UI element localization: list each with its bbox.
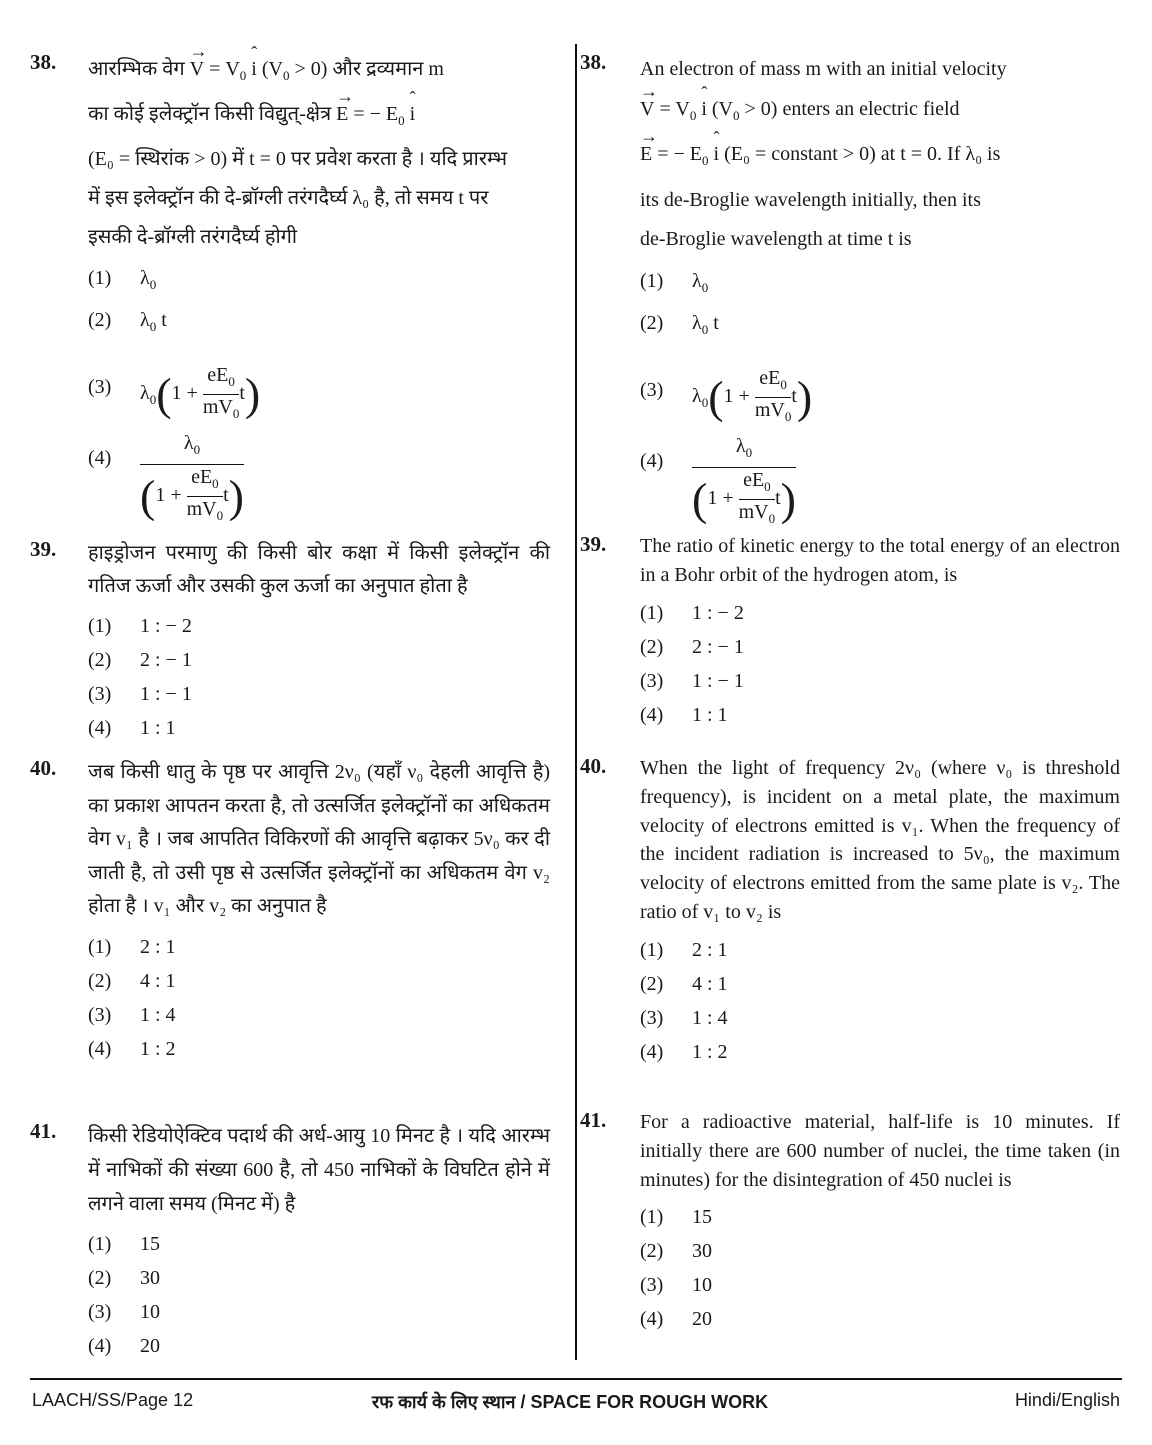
option-3[interactable]: (3) 10	[640, 1274, 712, 1297]
english-question-38	[580, 50, 1120, 524]
hindi-question-40	[30, 756, 550, 1066]
option-1[interactable]: (1) $\lambda_0$	[640, 269, 709, 295]
option-4[interactable]: (4) 1 : 1	[88, 717, 176, 739]
options	[640, 596, 1120, 732]
option-3[interactable]: (3) $\lambda_0(1$ + $\frac{eE_0}{mV_0}$ t)	[640, 366, 813, 424]
velocity-vector: → V	[190, 50, 204, 89]
question-text: When the light of frequency 2ν₀ (where ν₀ is threshold frequency), is incident on a metal plate, the maximum velocity of electrons emitted is v₁. When the frequency of the incident radiation is increased to 5ν₀, the maximum velocity of electrons emitted from the same plate is v₂. The ratio of v₁ to v₂ is	[640, 757, 1120, 923]
options	[640, 264, 1120, 524]
question-text: For a radioactive material, half-life is 10 minutes. If initially there are 600 number of nuclei, the time taken (in minutes) for the disintegration of 450 nuclei is	[640, 1111, 1120, 1191]
option-1[interactable]: (1) 1 : − 2	[88, 615, 192, 637]
question-text: जब किसी धातु के पृष्ठ पर आवृत्ति 2ν₀ (यहाँ ν₀ देहली आवृत्ति है) का प्रकाश आपतन करता है, तो उत्सर्जित इलेक्ट्रॉनों का अधिकतम वेग v₁ है । जब आपतित विकिरणों की आवृत्ति बढ़ाकर 5ν₀ कर दी जाती है, तो उसी पृष्ठ से उत्सर्जित इलेक्ट्रॉनों का अधिकतम वेग v₂ होता है । v₁ और v₂ का अनुपात है	[88, 761, 550, 917]
question-text: An electron of mass m with an initial velocity → $V = V_0$ ˆ i $(V_0 > 0)$ enters an electric field → E = − $E_0$ ˆ i (E₀ = constant > 0) at t = 0. If λ₀ is its de-Broglie wavelength initially, then its de-Broglie wavelength at time t is	[640, 50, 1120, 260]
option-2[interactable]: (2) 30	[88, 1267, 160, 1289]
option-1[interactable]: (1) 2 : 1	[640, 938, 728, 961]
english-question-39	[580, 532, 1120, 732]
option-2[interactable]: (2) 30	[640, 1240, 712, 1263]
question-text: हाइड्रोजन परमाणु की किसी बोर कक्षा में किसी इलेक्ट्रॉन की गतिज ऊर्जा और उसकी कुल ऊर्जा का अनुपात होता है	[88, 542, 550, 597]
unit-vector-i: ˆ i	[251, 50, 257, 89]
options	[640, 933, 1120, 1069]
language-label: Hindi/English	[1014, 1390, 1120, 1410]
velocity-vector: → V	[640, 90, 654, 130]
option-1[interactable]: (1) 15	[640, 1206, 712, 1229]
column-divider	[575, 44, 577, 1360]
rough-work-label: रफ कार्य के लिए स्थान / SPACE FOR ROUGH WORK	[371, 1392, 769, 1412]
option-1[interactable]: (1) 2 : 1	[88, 935, 176, 958]
question-number: 38.	[30, 50, 57, 74]
option-2[interactable]: (2) $\lambda_0$ t	[88, 309, 167, 334]
option-1[interactable]: (1) $\lambda_0$	[88, 267, 157, 292]
option-3[interactable]: (3) 10	[88, 1301, 160, 1323]
option-3[interactable]: (3) 1 : 4	[640, 1006, 728, 1029]
option-1[interactable]: (1) 1 : − 2	[640, 601, 744, 624]
field-vector: → E	[336, 95, 348, 134]
option-2[interactable]: (2) $\lambda_0$ t	[640, 311, 719, 337]
question-number: 39.	[30, 537, 57, 561]
options	[640, 1200, 1120, 1336]
field-vector: → E	[640, 135, 652, 175]
option-4[interactable]: (4) $\lambda_0$ (1 + $\frac{eE_0}{mV_0}$ t)	[88, 441, 550, 521]
question-number: 41.	[580, 1108, 607, 1132]
hindi-question-38	[30, 50, 550, 521]
option-4[interactable]: (4) 20	[640, 1308, 712, 1331]
english-question-40	[580, 754, 1120, 1069]
option-2[interactable]: (2) 4 : 1	[640, 972, 728, 995]
options	[88, 261, 550, 521]
option-3[interactable]: (3) 1 : − 1	[640, 669, 744, 692]
option-3[interactable]: (3) 1 : 4	[88, 1003, 176, 1026]
question-text: आरम्भिक वेग → $V = V_0$ ˆ i $(V_0 > 0)$ और द्रव्यमान m का कोई इलेक्ट्रॉन किसी विद्युत्-क्षेत्र → E = − $E_0$ ˆ i (E₀ = स्थिरांक > 0) में t = 0 पर प्रवेश करता है । यदि प्रारम्भ में इस इलेक्ट्रॉन की दे-ब्रॉग्ली तरंगदैर्घ्य λ₀ है, तो समय t पर इसकी दे-ब्रॉग्ली तरंगदैर्घ्य होगी	[88, 50, 550, 257]
english-question-41	[580, 1108, 1120, 1336]
hindi-question-39	[30, 537, 550, 745]
option-4[interactable]: (4) 1 : 2	[640, 1040, 728, 1063]
option-2[interactable]: (2) 2 : − 1	[640, 635, 744, 658]
options	[88, 609, 550, 745]
options	[88, 1227, 550, 1363]
question-number: 41.	[30, 1119, 57, 1143]
option-2[interactable]: (2) 4 : 1	[88, 969, 176, 992]
option-3[interactable]: (3) $\lambda_0(1$ + $\frac{eE_0}{mV_0}$ t)	[88, 364, 261, 421]
option-4[interactable]: (4) 1 : 2	[88, 1037, 176, 1060]
options	[88, 930, 550, 1066]
hindi-question-41	[30, 1119, 550, 1363]
question-number: 38.	[580, 50, 607, 74]
page-code: LAACH/SS/Page 12	[32, 1390, 194, 1410]
option-2[interactable]: (2) 2 : − 1	[88, 649, 192, 671]
question-text: किसी रेडियोऐक्टिव पदार्थ की अर्ध-आयु 10 मिनट है । यदि आरम्भ में नाभिकों की संख्या 600 है, तो 450 नाभिकों के विघटित होने में लगने वाला समय (मिनट में) है	[88, 1125, 550, 1215]
question-number: 40.	[580, 754, 607, 778]
question-text: The ratio of kinetic energy to the total energy of an electron in a Bohr orbit of the hydrogen atom, is	[640, 535, 1120, 586]
option-4[interactable]: (4) $\lambda_0$ (1 + $\frac{eE_0}{mV_0}$ t)	[640, 444, 1120, 524]
option-3[interactable]: (3) 1 : − 1	[88, 683, 192, 705]
footer-rule	[30, 1378, 1122, 1380]
question-number: 40.	[30, 756, 57, 780]
option-4[interactable]: (4) 20	[88, 1335, 160, 1357]
option-4[interactable]: (4) 1 : 1	[640, 703, 728, 726]
unit-vector-i: ˆ i	[701, 90, 707, 130]
question-number: 39.	[580, 532, 607, 556]
option-1[interactable]: (1) 15	[88, 1233, 160, 1255]
